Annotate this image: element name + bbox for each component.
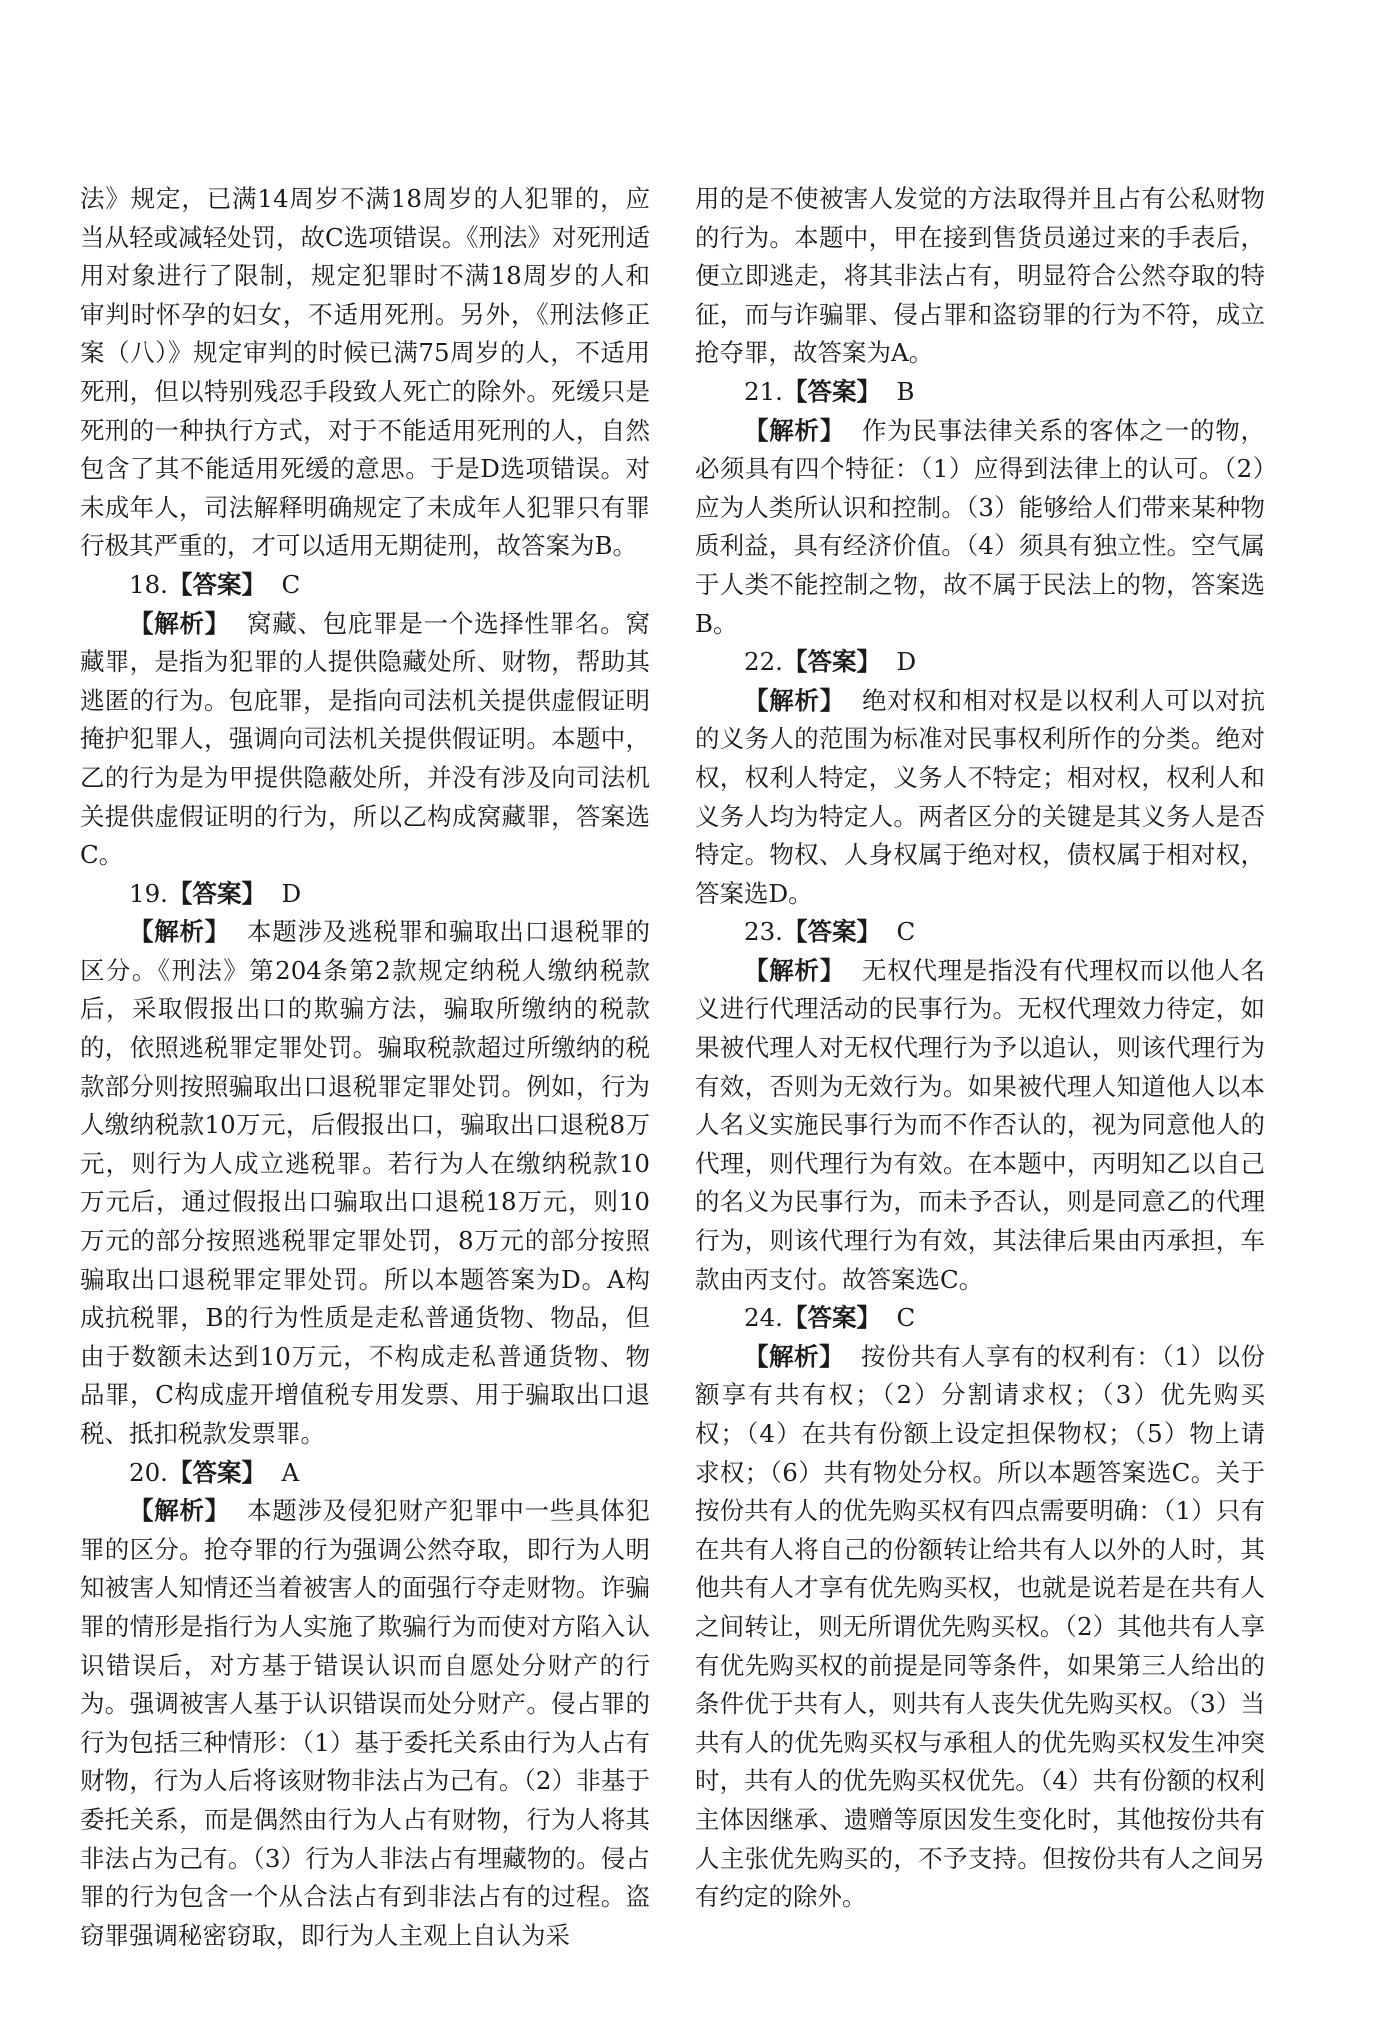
answer-value: C xyxy=(896,1303,916,1333)
analysis-label: 【解析】 xyxy=(744,955,845,985)
analysis-label: 【解析】 xyxy=(744,1341,845,1371)
analysis-text: 无权代理是指没有代理权而以他人名义进行代理活动的民事行为。无权代理效力待定，如果被代理人对无权代理行为予以追认，则该代理行为有效，否则为无效行为。如果被代理人知道他人以本人名义实施民事行为而不作否认的，视为同意他人的代理，则代理行为有效。在本题中，丙明知乙以自己的名义为民事行为，而未予否认，则是同意乙的代理行为，则该代理行为有效，其法律后果由丙承担，车款由丙支付。故答案选C。 xyxy=(695,955,1265,1294)
question-number: 21. xyxy=(744,376,783,406)
question-number: 19. xyxy=(129,878,168,908)
left-column xyxy=(80,180,650,1955)
analysis-text: 作为民事法律关系的客体之一的物，必须具有四个特征：（1）应得到法律上的认可。（2）应为人类所认识和控制。（3）能够给人们带来某种物质利益，具有经济价值。（4）须具有独立性。空气属于人类不能控制之物，故不属于民法上的物，答案选B。 xyxy=(695,415,1265,638)
answer-line-23 xyxy=(695,913,1265,952)
answer-value: B xyxy=(896,376,915,406)
analysis-label: 【解析】 xyxy=(129,917,230,947)
answer-line-21 xyxy=(695,373,1265,412)
analysis-paragraph-23 xyxy=(695,952,1265,1299)
analysis-label: 【解析】 xyxy=(129,608,230,638)
analysis-paragraph-24 xyxy=(695,1338,1265,1917)
question-number: 22. xyxy=(744,647,783,677)
right-column xyxy=(695,180,1265,1917)
answer-label: 【答案】 xyxy=(167,569,266,599)
analysis-paragraph-21 xyxy=(695,412,1265,644)
answer-label: 【答案】 xyxy=(167,878,266,908)
answer-label: 【答案】 xyxy=(167,1457,266,1487)
question-number: 18. xyxy=(129,569,168,599)
analysis-paragraph-22 xyxy=(695,682,1265,914)
answer-line-18 xyxy=(80,566,650,605)
answer-label: 【答案】 xyxy=(782,1303,881,1333)
analysis-text: 本题涉及侵犯财产犯罪中一些具体犯罪的区分。抢夺罪的行为强调公然夺取，即行为人明知被害人知情还当着被害人的面强行夺走财物。诈骗罪的情形是指行为人实施了欺骗行为而使对方陷入认识错误后，对方基于错误认识而自愿处分财产的行为。强调被害人基于认识错误而处分财产。侵占罪的行为包括三种情形：（1）基于委托关系由行为人占有财物，行为人后将该财物非法占为己有。（2）非基于委托关系，而是偶然由行为人占有财物，行为人将其非法占为己有。（3）行为人非法占有埋藏物的。侵占罪的行为包含一个从合法占有到非法占有的过程。盗窃罪强调秘密窃取，即行为人主观上自认为采 xyxy=(80,1496,650,1950)
analysis-text: 绝对权和相对权是以权利人可以对抗的义务人的范围为标准对民事权利所作的分类。绝对权，权利人特定，义务人不特定；相对权，权利人和义务人均为特定人。两者区分的关键是其义务人是否特定。物权、人身权属于绝对权，债权属于相对权，答案选D。 xyxy=(695,685,1265,908)
answer-line-24 xyxy=(695,1299,1265,1338)
analysis-text: 本题涉及逃税罪和骗取出口退税罪的区分。《刑法》第204条第2款规定纳税人缴纳税款后，采取假报出口的欺骗方法，骗取所缴纳的税款的，依照逃税罪定罪处罚。骗取税款超过所缴纳的税款部分则按照骗取出口退税罪定罪处罚。例如，行为人缴纳税款10万元，后假报出口，骗取出口退税8万元，则行为人成立逃税罪。若行为人在缴纳税款10万元后，通过假报出口骗取出口退税18万元，则10万元的部分按照逃税罪定罪处罚，8万元的部分按照骗取出口退税罪定罪处罚。所以本题答案为D。A构成抗税罪，B的行为性质是走私普通货物、物品，但由于数额未达到10万元，不构成走私普通货物、物品罪，C构成虚开增值税专用发票、用于骗取出口退税、抵扣税款发票罪。 xyxy=(80,917,650,1448)
intro-paragraph: 法》规定，已满14周岁不满18周岁的人犯罪的，应当从轻或减轻处罚，故C选项错误。《刑法》对死刑适用对象进行了限制，规定犯罪时不满18周岁的人和审判时怀孕的妇女，不适用死刑。另外，《刑法修正案（八）》规定审判的时候已满75周岁的人，不适用死刑，但以特别残忍手段致人死亡的除外。死缓只是死刑的一种执行方式，对于不能适用死刑的人，自然包含了其不能适用死缓的意思。于是D选项错误。对未成年人，司法解释明确规定了未成年人犯罪只有罪行极其严重的，才可以适用无期徒刑，故答案为B。 xyxy=(80,184,650,561)
answer-value: C xyxy=(896,917,916,947)
answer-value: D xyxy=(281,878,302,908)
question-number: 23. xyxy=(744,917,783,947)
analysis-text: 窝藏、包庇罪是一个选择性罪名。窝藏罪，是指为犯罪的人提供隐藏处所、财物，帮助其逃匿的行为。包庇罪，是指向司法机关提供虚假证明掩护犯罪人，强调向司法机关提供假证明。本题中，乙的行为是为甲提供隐蔽处所，并没有涉及向司法机关提供虚假证明的行为，所以乙构成窝藏罪，答案选C。 xyxy=(80,608,650,870)
answer-line-20 xyxy=(80,1454,650,1493)
question-number: 20. xyxy=(129,1457,168,1487)
analysis-label: 【解析】 xyxy=(744,415,845,445)
answer-value: C xyxy=(281,569,301,599)
analysis-paragraph-19 xyxy=(80,913,650,1453)
analysis-label: 【解析】 xyxy=(129,1496,230,1526)
analysis-paragraph-20 xyxy=(80,1492,650,1955)
continued-paragraph-20: 用的是不使被害人发觉的方法取得并且占有公私财物的行为。本题中，甲在接到售货员递过来的手表后，便立即逃走，将其非法占有，明显符合公然夺取的特征，而与诈骗罪、侵占罪和盗窃罪的行为不符，成立抢夺罪，故答案为A。 xyxy=(695,184,1265,368)
answer-value: D xyxy=(896,647,917,677)
answer-label: 【答案】 xyxy=(782,647,881,677)
answer-line-19 xyxy=(80,875,650,914)
answer-line-22 xyxy=(695,643,1265,682)
answer-label: 【答案】 xyxy=(782,376,881,406)
analysis-label: 【解析】 xyxy=(744,685,845,715)
analysis-text: 按份共有人享有的权利有：（1）以份额享有共有权；（2）分割请求权；（3）优先购买权；（4）在共有份额上设定担保物权；（5）物上请求权；（6）共有物处分权。所以本题答案选C。关于按份共有人的优先购买权有四点需要明确：（1）只有在共有人将自己的份额转让给共有人以外的人时，其他共有人才享有优先购买权，也就是说若是在共有人之间转让，则无所谓优先购买权。（2）其他共有人享有优先购买权的前提是同等条件，如果第三人给出的条件优于共有人，则共有人丧失优先购买权。（3）当共有人的优先购买权与承租人的优先购买权发生冲突时，共有人的优先购买权优先。（4）共有份额的权利主体因继承、遗赠等原因发生变化时，其他按份共有人主张优先购买的，不予支持。但按份共有人之间另有约定的除外。 xyxy=(695,1341,1266,1912)
question-number: 24. xyxy=(744,1303,783,1333)
answer-label: 【答案】 xyxy=(782,917,881,947)
analysis-paragraph-18 xyxy=(80,605,650,875)
answer-value: A xyxy=(281,1457,300,1487)
